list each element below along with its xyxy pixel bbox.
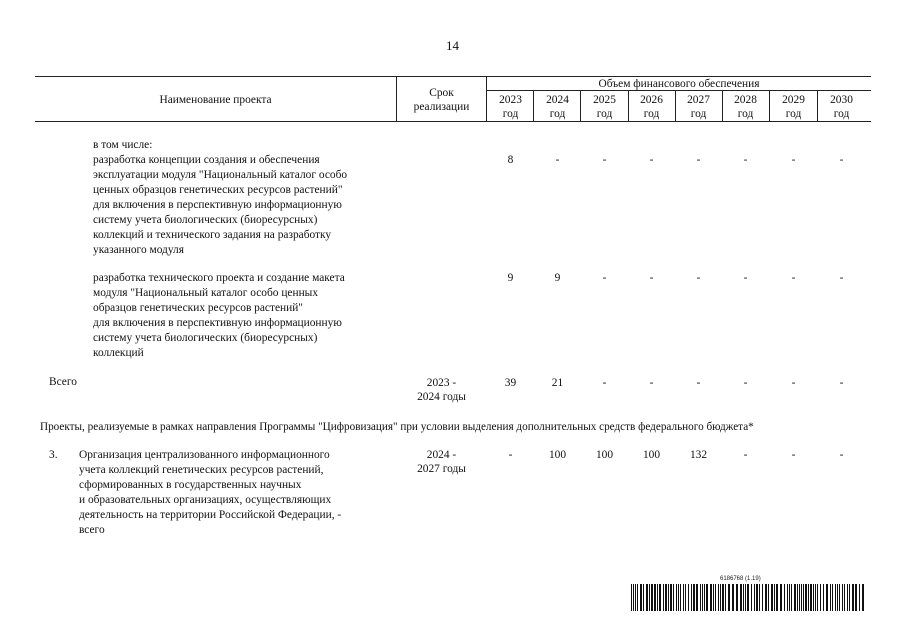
barcode-bar xyxy=(842,584,843,611)
barcode-bar xyxy=(751,584,752,611)
total-value: - xyxy=(696,377,701,389)
header-year-unit: год xyxy=(549,108,566,120)
item2-text-line: модуля "Национальный каталог особо ценных xyxy=(93,287,319,299)
barcode-bar xyxy=(780,584,782,611)
item3-value: 100 xyxy=(595,449,614,461)
item2-value: - xyxy=(649,272,654,284)
item1-text-line: коллекций и технического задания на разработку xyxy=(93,229,332,241)
barcode-bar xyxy=(659,584,661,611)
total-value: - xyxy=(602,377,607,389)
barcode-bar xyxy=(859,584,860,611)
barcode-bar xyxy=(732,584,734,611)
header-year-unit: год xyxy=(833,108,850,120)
item3-value: - xyxy=(743,449,748,461)
header-year-unit: год xyxy=(502,108,519,120)
barcode-bar xyxy=(743,584,744,611)
item1-value: - xyxy=(743,154,748,166)
item2-value: - xyxy=(839,272,844,284)
barcode-bar xyxy=(713,584,714,611)
barcode-bar xyxy=(805,584,807,611)
barcode-bar xyxy=(663,584,664,611)
barcode-bar xyxy=(680,584,681,611)
item1-value: - xyxy=(602,154,607,166)
header-year-unit: год xyxy=(596,108,613,120)
barcode-bar xyxy=(704,584,705,611)
barcode-bar xyxy=(823,584,824,611)
barcode-bar xyxy=(787,584,788,611)
barcode-bar xyxy=(700,584,701,611)
item3-value: 100 xyxy=(642,449,661,461)
barcode-bar xyxy=(688,584,689,611)
barcode-bar xyxy=(676,584,677,611)
item2-value: - xyxy=(791,272,796,284)
barcode-bar xyxy=(797,584,798,611)
section-heading: Проекты, реализуемые в рамках направления Программы "Цифровизация" при условии выделения дополнительных средств федерального бюджета* xyxy=(40,421,754,433)
total-value: - xyxy=(743,377,748,389)
barcode-bar xyxy=(718,584,719,611)
item2-value: 9 xyxy=(507,272,514,284)
header-bottom-rule xyxy=(35,121,871,122)
barcode-bar xyxy=(794,584,796,611)
item2-text-line: для включения в перспективную информационную xyxy=(93,317,342,329)
barcode-bar xyxy=(683,584,684,611)
item2-value: - xyxy=(602,272,607,284)
barcode-bar xyxy=(832,584,833,611)
header-project-name: Наименование проекта xyxy=(159,94,272,106)
item1-text-line: для включения в перспективную информационную xyxy=(93,199,342,211)
item1-text-line: эксплуатации модуля "Национальный каталог особо xyxy=(93,169,348,181)
barcode-bar xyxy=(789,584,790,611)
barcode-bar xyxy=(715,584,716,611)
barcode-bar xyxy=(839,584,840,611)
barcode-bar xyxy=(631,584,632,611)
barcode-bar xyxy=(706,584,708,611)
barcode-bar xyxy=(762,584,763,611)
item2-text-line: коллекций xyxy=(93,347,144,359)
header-year-unit: год xyxy=(785,108,802,120)
header-year: 2028 xyxy=(734,94,757,106)
item1-value: - xyxy=(696,154,701,166)
item3-text-line: Организация централизованного информационного xyxy=(79,449,330,461)
item1-text-line: указанного модуля xyxy=(93,244,184,256)
total-value: 39 xyxy=(504,377,517,389)
header-funding: Объем финансового обеспечения xyxy=(598,78,760,90)
total-value: - xyxy=(791,377,796,389)
barcode-bar xyxy=(745,584,746,611)
item1-text-line: ценных образцов генетических ресурсов растений" xyxy=(93,184,343,196)
header-year: 2030 xyxy=(830,94,853,106)
barcode-bar xyxy=(665,584,667,611)
barcode-bar xyxy=(774,584,775,611)
item1-text-line: систему учета биологических (биоресурсных) xyxy=(93,214,318,226)
header-year: 2023 xyxy=(499,94,522,106)
barcode-bar xyxy=(801,584,802,611)
item3-term-line1: 2024 - xyxy=(426,449,457,461)
total-value: - xyxy=(649,377,654,389)
barcode-bar xyxy=(791,584,792,611)
barcode-bar xyxy=(771,584,773,611)
item2-text-line: систему учета биологических (биоресурсных) xyxy=(93,332,318,344)
item2-text-line: разработка технического проекта и создание макета xyxy=(93,272,345,284)
item3-text-line: учета коллекций генетических ресурсов растений, xyxy=(79,464,324,476)
item3-text-line: сформированных в государственных научных xyxy=(79,479,302,491)
item2-text-line: образцов генетических ресурсов растений" xyxy=(93,302,303,314)
header-term-line2: реализации xyxy=(413,101,470,113)
item1-value: - xyxy=(555,154,560,166)
barcode-bar xyxy=(837,584,838,611)
barcode-bar xyxy=(736,584,738,611)
barcode-bar xyxy=(817,584,818,611)
barcode-bar xyxy=(849,584,850,611)
barcode-bar xyxy=(768,584,769,611)
header-year: 2024 xyxy=(546,94,569,106)
barcode-bar xyxy=(693,584,695,611)
total-term-line1: 2023 - xyxy=(426,377,457,389)
item2-value: 9 xyxy=(554,272,561,284)
item1-value: - xyxy=(649,154,654,166)
barcode-bar xyxy=(810,584,812,611)
page-number: 14 xyxy=(446,38,459,53)
barcode-bar xyxy=(799,584,800,611)
barcode-bar xyxy=(646,584,648,611)
item3-value: - xyxy=(508,449,513,461)
item2-value: - xyxy=(743,272,748,284)
barcode-bar xyxy=(747,584,749,611)
barcode-bar xyxy=(835,584,836,611)
barcode-bar xyxy=(808,584,809,611)
barcode-bar xyxy=(803,584,804,611)
barcode-bar xyxy=(815,584,816,611)
item1-value: - xyxy=(791,154,796,166)
barcode-bar xyxy=(820,584,821,611)
barcode-bar xyxy=(710,584,712,611)
barcode-bar xyxy=(633,584,634,611)
total-value: - xyxy=(839,377,844,389)
barcode-bar xyxy=(670,584,672,611)
item3-term-line2: 2027 годы xyxy=(417,463,466,475)
barcode-bar xyxy=(651,584,653,611)
barcode-number: 6186768 (1.19) xyxy=(720,576,761,582)
total-label: Всего xyxy=(49,376,77,388)
barcode-bar xyxy=(640,584,642,611)
barcode-bar xyxy=(826,584,828,611)
barcode-bar xyxy=(830,584,831,611)
barcode-bar xyxy=(722,584,724,611)
barcode-bar xyxy=(696,584,698,611)
header-year: 2029 xyxy=(782,94,805,106)
barcode-bars xyxy=(631,584,865,611)
barcode-bar xyxy=(673,584,674,611)
barcode-bar xyxy=(852,584,854,611)
barcode-bar xyxy=(776,584,778,611)
barcode-bar xyxy=(844,584,845,611)
header-year: 2027 xyxy=(687,94,710,106)
barcode-bar xyxy=(765,584,767,611)
barcode-bar xyxy=(847,584,848,611)
item3-text-line: всего xyxy=(79,524,105,536)
header-year-unit: год xyxy=(737,108,754,120)
barcode-bar xyxy=(643,584,644,611)
barcode-bar xyxy=(678,584,679,611)
barcode-bar xyxy=(635,584,636,611)
item1-value: - xyxy=(839,154,844,166)
barcode-bar xyxy=(759,584,760,611)
item1-text-line: разработка концепции создания и обеспечения xyxy=(93,154,320,166)
barcode-bar xyxy=(862,584,864,611)
barcode-bar xyxy=(702,584,703,611)
item3-value: 132 xyxy=(689,449,708,461)
barcode-bar xyxy=(649,584,650,611)
header-year-unit: год xyxy=(690,108,707,120)
header-term-line1: Срок xyxy=(429,87,454,99)
total-term-line2: 2024 годы xyxy=(417,391,466,403)
barcode-bar xyxy=(855,584,857,611)
header-year: 2026 xyxy=(640,94,663,106)
barcode-bar xyxy=(654,584,656,611)
barcode-bar xyxy=(756,584,758,611)
barcode-bar xyxy=(728,584,730,611)
total-value: 21 xyxy=(551,377,564,389)
item3-value: - xyxy=(791,449,796,461)
item3-number: 3. xyxy=(49,449,58,461)
barcode-graphic xyxy=(631,584,865,611)
barcode-bar xyxy=(754,584,755,611)
item2-value: - xyxy=(696,272,701,284)
barcode-bar xyxy=(784,584,785,611)
barcode-bar xyxy=(637,584,638,611)
item3-text-line: и образовательных организациях, осуществляющих xyxy=(79,494,332,506)
barcode-bar xyxy=(725,584,726,611)
item1-value: 8 xyxy=(507,154,514,166)
barcode-bar xyxy=(720,584,721,611)
header-year-unit: год xyxy=(643,108,660,120)
barcode-bar xyxy=(740,584,742,611)
barcode-bar xyxy=(668,584,669,611)
barcode-bar xyxy=(691,584,692,611)
barcode-bar xyxy=(685,584,686,611)
barcode-bar xyxy=(657,584,658,611)
item3-text-line: деятельность на территории Российской Федерации, - xyxy=(79,509,342,521)
item3-value: - xyxy=(839,449,844,461)
header-year: 2025 xyxy=(593,94,616,106)
item3-value: 100 xyxy=(548,449,567,461)
row-incl-label: в том числе: xyxy=(93,139,153,151)
barcode-bar xyxy=(813,584,814,611)
